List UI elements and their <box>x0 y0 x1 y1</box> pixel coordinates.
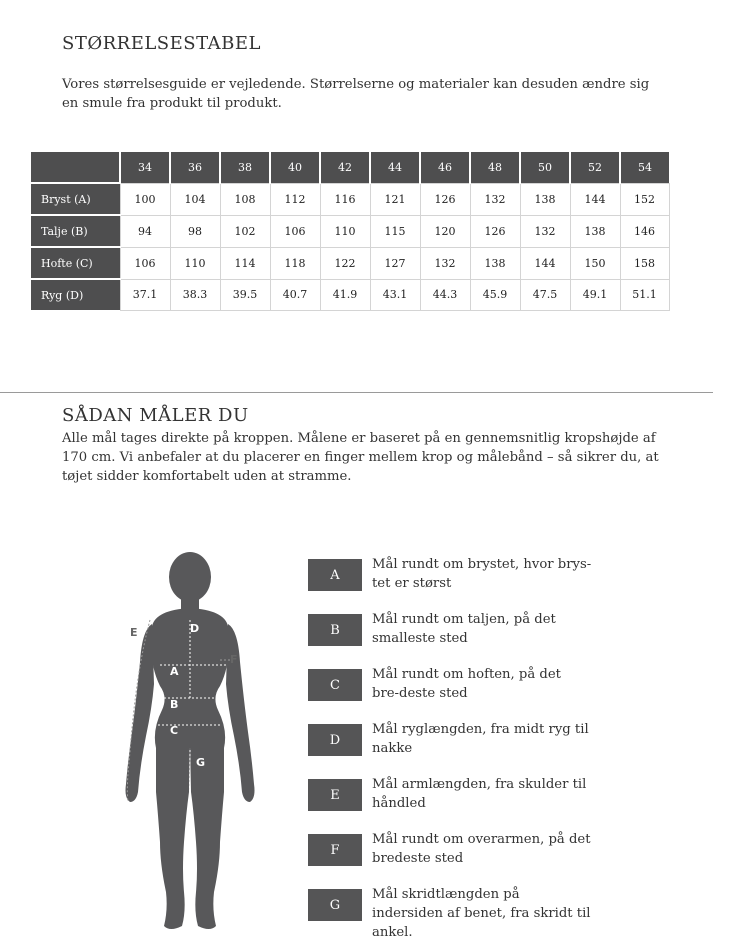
size-header-cell: 40 <box>270 152 320 183</box>
legend-description: Mål armlængden, fra skulder til håndled <box>372 777 587 811</box>
table-cell: 115 <box>370 215 420 247</box>
table-cell: 110 <box>170 247 220 279</box>
table-cell: 118 <box>270 247 320 279</box>
row-label: Ryg (D) <box>31 279 120 310</box>
figure-label-f: F <box>230 653 238 666</box>
legend-description: Mål rundt om hoften, på det bre-deste sted <box>372 667 561 701</box>
table-cell: 108 <box>220 183 270 215</box>
table-cell: 126 <box>470 215 520 247</box>
table-cell: 100 <box>120 183 170 215</box>
table-cell: 138 <box>470 247 520 279</box>
table-cell: 126 <box>420 183 470 215</box>
figure-label-a: A <box>170 665 179 678</box>
table-cell: 158 <box>620 247 669 279</box>
size-header-cell: 38 <box>220 152 270 183</box>
table-row <box>31 247 669 279</box>
table-cell: 106 <box>270 215 320 247</box>
table-corner-cell <box>31 152 120 183</box>
legend-key-box: C <box>308 669 362 701</box>
size-guide-title: STØRRELSESTABEL <box>62 33 261 54</box>
table-cell: 132 <box>420 247 470 279</box>
table-cell: 132 <box>470 183 520 215</box>
table-cell: 138 <box>520 183 570 215</box>
legend-key-box: A <box>308 559 362 591</box>
table-cell: 138 <box>570 215 620 247</box>
figure-label-b: B <box>170 698 179 711</box>
legend-key-box: D <box>308 724 362 756</box>
size-header-row <box>31 152 669 183</box>
table-cell: 104 <box>170 183 220 215</box>
figure-label-c: C <box>170 724 179 737</box>
figure-label-e: E <box>130 626 138 639</box>
legend-description: Mål skridtlængden på indersiden af benet, fra skridt til ankel. <box>372 887 591 940</box>
legend-key-box: B <box>308 614 362 646</box>
table-cell: 43.1 <box>370 279 420 310</box>
section-divider <box>0 392 713 393</box>
size-guide-intro: Vores størrelsesguide er vejledende. Størrelserne og materialer kan desuden ændre sig en smule fra produkt til produkt. <box>62 77 650 111</box>
legend-description: Mål ryglængden, fra midt ryg til nakke <box>372 722 589 756</box>
table-cell: 45.9 <box>470 279 520 310</box>
table-cell: 116 <box>320 183 370 215</box>
table-cell: 144 <box>570 183 620 215</box>
table-cell: 144 <box>520 247 570 279</box>
size-header-cell: 36 <box>170 152 220 183</box>
how-to-measure-intro: Alle mål tages direkte på kroppen. Målene er baseret på en gennemsnitlig kropshøjde af 170 cm. Vi anbefaler at du placerer en finger mellem krop og målebånd – så sikrer du, at tøjet sidder komfortabelt uden at stramme. <box>62 431 659 484</box>
table-cell: 112 <box>270 183 320 215</box>
body-silhouette-illustration <box>120 552 260 934</box>
table-cell: 132 <box>520 215 570 247</box>
size-header-cell: 50 <box>520 152 570 183</box>
size-header-cell: 46 <box>420 152 470 183</box>
size-header-cell: 44 <box>370 152 420 183</box>
size-header-cell: 52 <box>570 152 620 183</box>
legend-key-box: E <box>308 779 362 811</box>
table-cell: 114 <box>220 247 270 279</box>
size-header-cell: 34 <box>120 152 170 183</box>
size-header-cell: 48 <box>470 152 520 183</box>
legend-key-box: G <box>308 889 362 921</box>
table-row <box>31 215 669 247</box>
table-row <box>31 279 669 310</box>
figure-label-d: D <box>190 622 200 635</box>
legend-key-box: F <box>308 834 362 866</box>
table-cell: 150 <box>570 247 620 279</box>
table-cell: 38.3 <box>170 279 220 310</box>
table-cell: 122 <box>320 247 370 279</box>
table-cell: 39.5 <box>220 279 270 310</box>
body-figure <box>120 552 260 938</box>
table-cell: 146 <box>620 215 669 247</box>
table-cell: 94 <box>120 215 170 247</box>
table-cell: 127 <box>370 247 420 279</box>
row-label: Bryst (A) <box>31 183 120 215</box>
table-cell: 110 <box>320 215 370 247</box>
size-table <box>31 152 670 311</box>
size-header-cell: 42 <box>320 152 370 183</box>
legend-description: Mål rundt om overarmen, på det bredeste sted <box>372 832 591 866</box>
table-cell: 37.1 <box>120 279 170 310</box>
table-cell: 40.7 <box>270 279 320 310</box>
table-cell: 98 <box>170 215 220 247</box>
table-row <box>31 183 669 215</box>
size-header-cell: 54 <box>620 152 669 183</box>
legend-description: Mål rundt om taljen, på det smalleste sted <box>372 612 556 646</box>
table-cell: 121 <box>370 183 420 215</box>
figure-label-g: G <box>196 756 206 769</box>
how-to-measure-title: SÅDAN MÅLER DU <box>62 405 249 426</box>
legend-description: Mål rundt om brystet, hvor brys-tet er størst <box>372 557 592 591</box>
row-label: Hofte (C) <box>31 247 120 279</box>
table-cell: 41.9 <box>320 279 370 310</box>
table-cell: 106 <box>120 247 170 279</box>
table-cell: 120 <box>420 215 470 247</box>
table-cell: 102 <box>220 215 270 247</box>
table-cell: 44.3 <box>420 279 470 310</box>
table-cell: 152 <box>620 183 669 215</box>
table-cell: 51.1 <box>620 279 669 310</box>
table-cell: 49.1 <box>570 279 620 310</box>
row-label: Talje (B) <box>31 215 120 247</box>
table-cell: 47.5 <box>520 279 570 310</box>
